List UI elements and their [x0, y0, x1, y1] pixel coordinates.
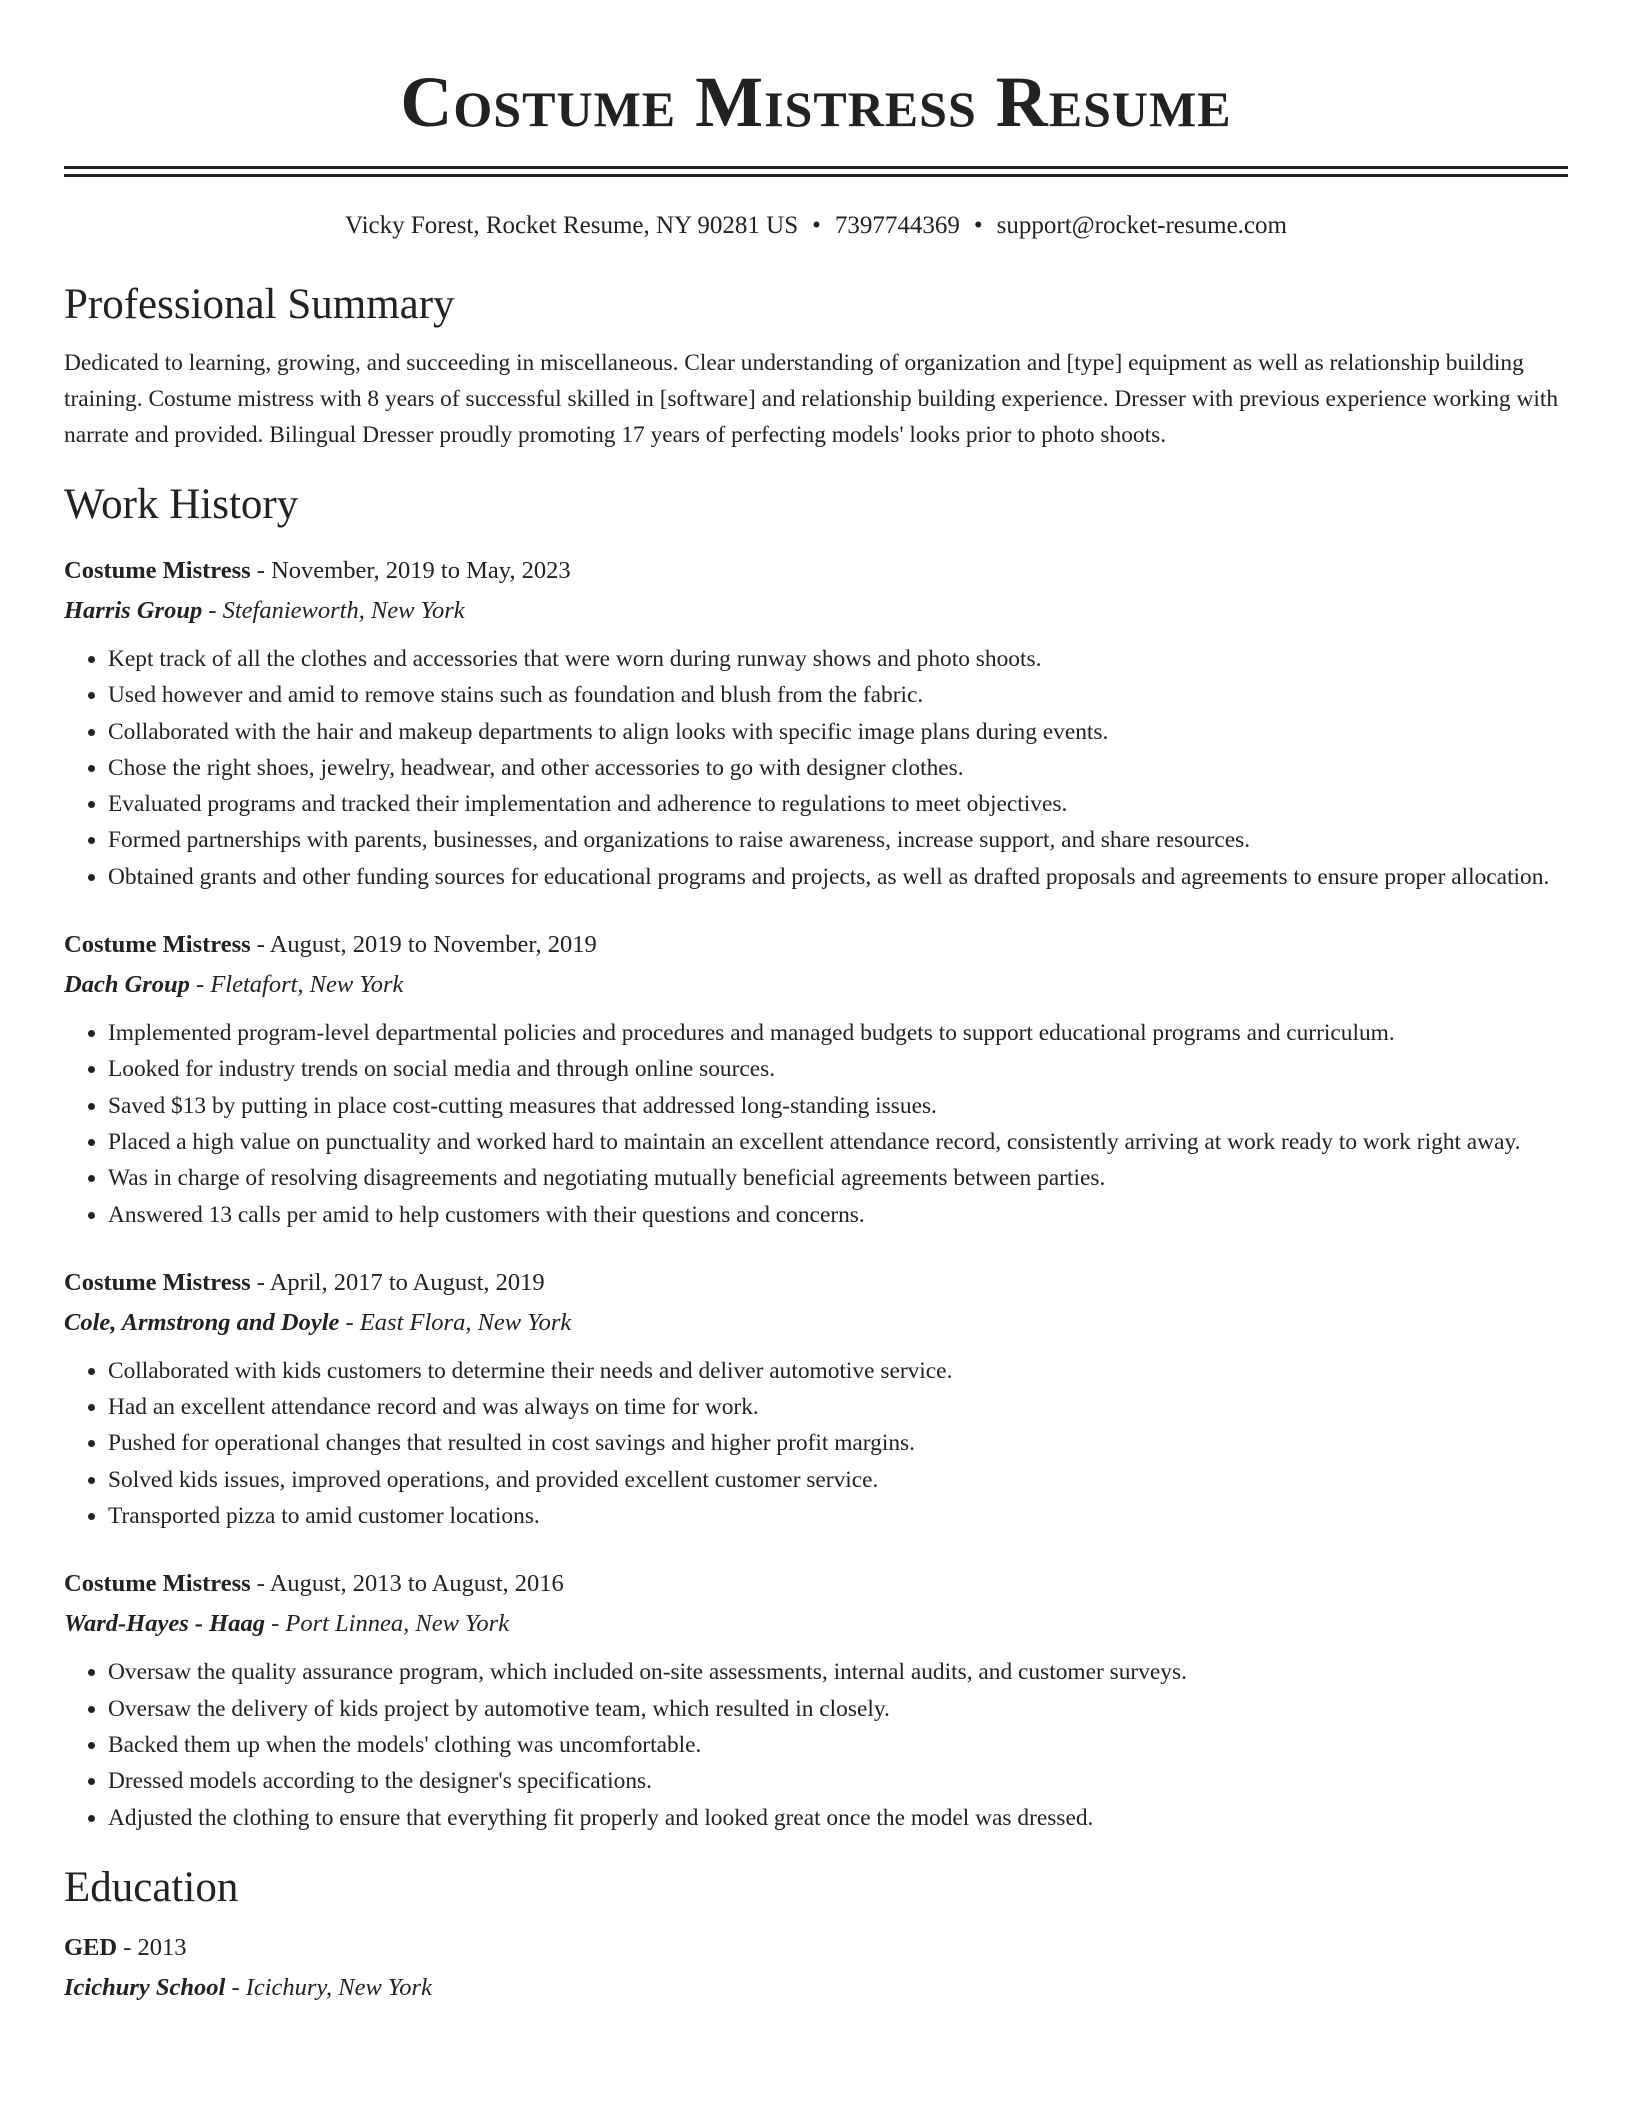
company-location: - East Flora, New York [339, 1308, 572, 1336]
education-degree-line [64, 1928, 1568, 1968]
job-bullet: • Collaborated with the hair and makeup departments to align looks with specific image plans during events. [108, 714, 1568, 750]
company-name: Dach Group [64, 971, 190, 999]
education-heading: Education [64, 1863, 239, 1911]
job-entry [64, 551, 1568, 895]
work-history-heading: Work History [64, 481, 299, 528]
company-location: - Stefanieworth, New York [202, 597, 465, 624]
job-title-line [64, 1564, 1568, 1604]
job-title: Costume Mistress [64, 557, 251, 584]
education-school: Icichury School [64, 1973, 226, 2001]
job-entry [64, 1564, 1568, 1835]
job-bullet: • Saved $13 by putting in place cost-cutting measures that addressed long-standing issues. [108, 1088, 1568, 1124]
job-bullet: • Formed partnerships with parents, businesses, and organizations to raise awareness, increase support, and share resources. [108, 822, 1568, 858]
company-name: Harris Group [64, 597, 203, 624]
job-bullet: • Collaborated with kids customers to determine their needs and deliver automotive service. [108, 1353, 1568, 1389]
job-bullets [64, 641, 1568, 895]
job-bullet: • Backed them up when the models' clothing was uncomfortable. [108, 1727, 1568, 1763]
summary-text: Dedicated to learning, growing, and succeeding in miscellaneous. Clear understanding of organization and [type] equipment as well as relationship building training. Costume mistress with 8 years of successful skilled in [software] and relationship building experience. Dresser with previous experience working with narrate and provided. Bilingual Dresser proudly promoting 17 years of perfecting models' looks prior to photo shoots. [64, 350, 1559, 448]
job-bullet: • Answered 13 calls per amid to help customers with their questions and concerns. [108, 1197, 1568, 1233]
job-bullet: • Used however and amid to remove stains such as foundation and blush from the fabric. [108, 677, 1568, 713]
company-line [64, 1303, 1568, 1343]
education-degree: GED [64, 1933, 118, 1961]
job-bullets [64, 1353, 1568, 1534]
company-line [64, 1604, 1568, 1644]
job-dates: - August, 2013 to August, 2016 [250, 1570, 564, 1598]
job-title: Costume Mistress [64, 1268, 251, 1296]
company-location: - Fletafort, New York [189, 971, 404, 999]
job-entry [64, 925, 1568, 1233]
contact-phone: 7397744369 [834, 212, 960, 239]
job-dates: - November, 2019 to May, 2023 [250, 557, 571, 584]
contact-line [64, 209, 1568, 243]
job-bullet: • Placed a high value on punctuality and worked hard to maintain an excellent attendance record, consistently arriving at work ready to work right away. [108, 1124, 1568, 1160]
education-entry [64, 1928, 1568, 2008]
job-bullet: • Kept track of all the clothes and accessories that were worn during runway shows and photo shoots. [108, 641, 1568, 677]
job-title-line [64, 551, 1568, 591]
job-bullet: • Was in charge of resolving disagreements and negotiating mutually beneficial agreements between parties. [108, 1160, 1568, 1196]
company-line [64, 965, 1568, 1005]
job-dates: - April, 2017 to August, 2019 [250, 1268, 545, 1296]
summary-heading: Professional Summary [64, 281, 455, 328]
job-bullet: • Solved kids issues, improved operations, and provided excellent customer service. [108, 1462, 1568, 1498]
contact-address: Vicky Forest, Rocket Resume, NY 90281 US [345, 212, 799, 239]
company-name: Cole, Armstrong and Doyle [64, 1308, 340, 1336]
job-title: Costume Mistress [64, 1570, 251, 1598]
job-bullet: • Dressed models according to the designer's specifications. [108, 1763, 1568, 1799]
job-title-line [64, 1263, 1568, 1303]
job-bullet: • Oversaw the quality assurance program, which included on-site assessments, internal audits, and customer surveys. [108, 1654, 1568, 1690]
work-history-list [64, 551, 1568, 1836]
company-location: - Port Linnea, New York [264, 1610, 510, 1638]
job-bullet: • Looked for industry trends on social media and through online sources. [108, 1051, 1568, 1087]
job-bullet: • Evaluated programs and tracked their implementation and adherence to regulations to meet objectives. [108, 786, 1568, 822]
contact-separator: • [973, 212, 983, 239]
job-bullet: • Pushed for operational changes that resulted in cost savings and higher profit margins. [108, 1425, 1568, 1461]
resume-title: Costume Mistress Resume [400, 62, 1232, 142]
company-line [64, 591, 1568, 631]
education-school-line [64, 1968, 1568, 2008]
job-bullet: • Oversaw the delivery of kids project by automotive team, which resulted in closely. [108, 1691, 1568, 1727]
job-bullets [64, 1654, 1568, 1835]
job-title: Costume Mistress [64, 931, 251, 959]
job-bullet: • Obtained grants and other funding sources for educational programs and projects, as well as drafted proposals and agreements to ensure proper allocation. [108, 859, 1568, 895]
education-year: - 2013 [117, 1933, 187, 1961]
job-bullet: • Adjusted the clothing to ensure that everything fit properly and looked great once the model was dressed. [108, 1800, 1568, 1836]
job-dates: - August, 2019 to November, 2019 [250, 931, 597, 959]
contact-email: support@rocket-resume.com [996, 212, 1287, 239]
job-entry [64, 1263, 1568, 1534]
job-bullet: • Chose the right shoes, jewelry, headwear, and other accessories to go with designer clothes. [108, 750, 1568, 786]
contact-separator: • [812, 212, 821, 239]
title-double-rule [64, 166, 1568, 177]
job-bullet: • Had an excellent attendance record and was always on time for work. [108, 1389, 1568, 1425]
job-bullet: • Implemented program-level departmental policies and procedures and managed budgets to support educational programs and curriculum. [108, 1015, 1568, 1051]
job-bullet: • Transported pizza to amid customer locations. [108, 1498, 1568, 1534]
job-bullets [64, 1015, 1568, 1233]
company-name: Ward-Hayes - Haag [64, 1610, 265, 1638]
job-title-line [64, 925, 1568, 965]
education-location: - Icichury, New York [225, 1973, 432, 2001]
